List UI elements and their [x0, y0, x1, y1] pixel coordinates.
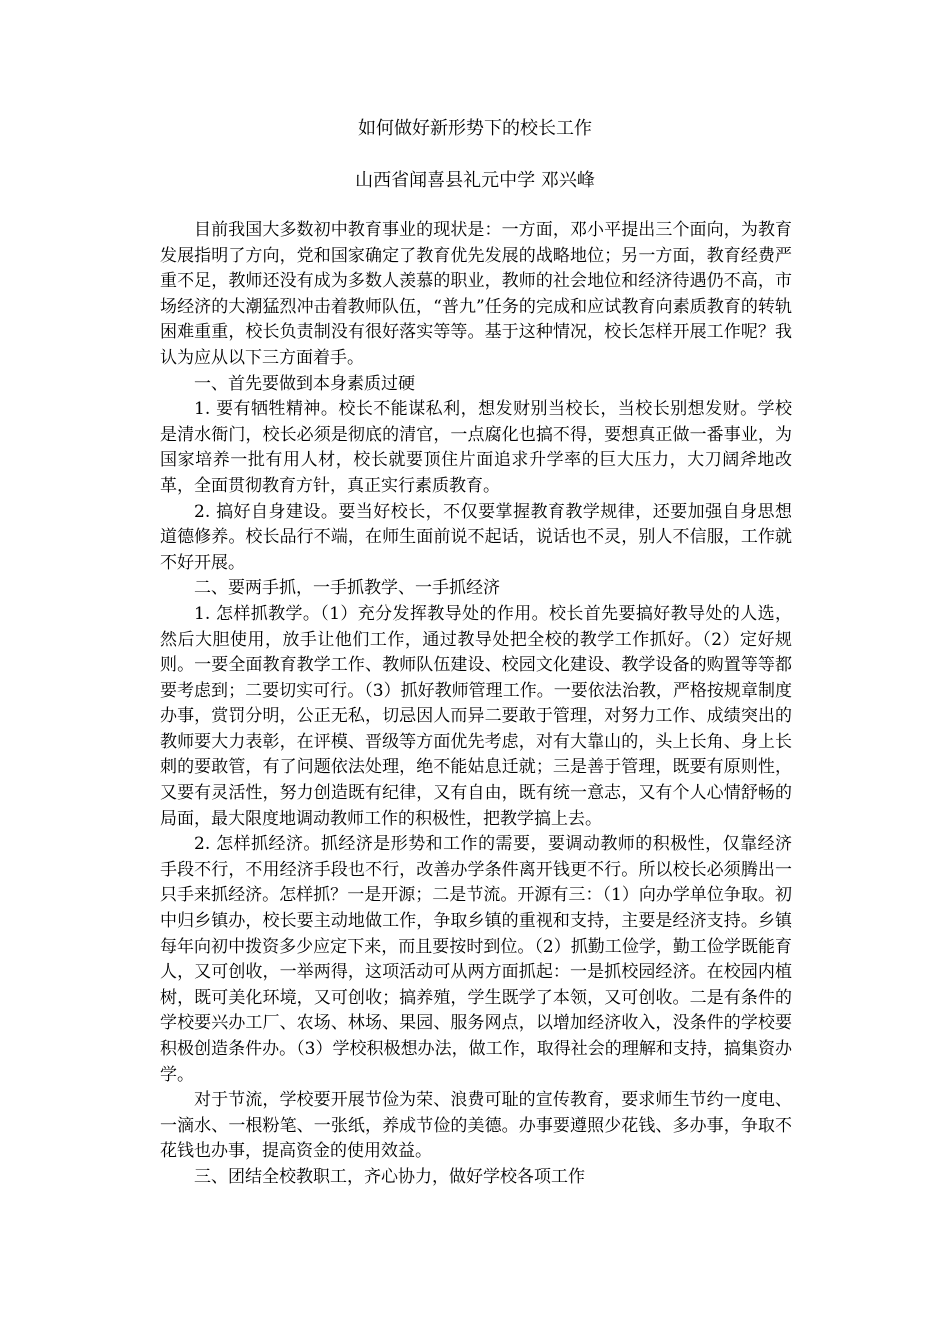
- paragraph-intro: 目前我国大多数初中教育事业的现状是：一方面，邓小平提出三个面向，为教育发展指明了方向，党和国家确定了教育优先发展的战略地位；另一方面，教育经费严重不足，教师还没有成为多数人羡慕的职业，教师的社会地位和经济待遇仍不高，市场经济的大潮猛烈冲击着教师队伍，“普九”任务的完成和应试教育向素质教育的转轨困难重重，校长负责制没有很好落实等等。基于这种情况，校长怎样开展工作呢？我认为应从以下三方面着手。: [160, 220, 792, 368]
- author-line: 山西省闻喜县礼元中学 邓兴峰: [355, 170, 595, 191]
- paragraph-2-2: 2. 怎样抓经济。抓经济是形势和工作的需要，要调动教师的积极性，仅靠经济手段不行，不用经济手段也不行，改善办学条件离开钱更不行。所以校长必须腾出一只手来抓经济。怎样抓？一是开源；二是节流。开源有三：（1）向办学单位争取。初中归乡镇办，校长要主动地做工作，争取乡镇的重视和支持，主要是经济支持。乡镇每年向初中拨资多少应定下来，而且要按时到位。（2）抓勤工俭学，勤工俭学既能育人，又可创收，一举两得，这项活动可从两方面抓起：一是抓校园经济。在校园内植树，既可美化环境，又可创收；搞养殖，学生既学了本领，又可创收。二是有条件的学校要兴办工厂、农场、林场、果园、服务网点，以增加经济收入，没条件的学校要积极创造条件办。（3）学校积极想办法，做工作，取得社会的理解和支持，搞集资办学。: [160, 834, 792, 1085]
- section-heading-3: 三、团结全校教职工，齐心协力，做好学校各项工作: [194, 1166, 585, 1187]
- paragraph-1-2: 2. 搞好自身建设。要当好校长，不仅要掌握教育教学规律，还要加强自身思想道德修养。校长品行不端，在师生面前说不起话，说话也不灵，别人不信服，工作就不好开展。: [160, 501, 792, 573]
- document-title: 如何做好新形势下的校长工作: [358, 118, 592, 139]
- section-heading-1: 一、首先要做到本身素质过硬: [194, 373, 415, 394]
- document-body: [160, 218, 792, 1191]
- paragraph-2-1: 1. 怎样抓教学。（1）充分发挥教导处的作用。校长首先要搞好教导处的人选，然后大胆使用，放手让他们工作，通过教导处把全校的教学工作抓好。（2）定好规则。一要全面教育教学工作、教师队伍建设、校园文化建设、教学设备的购置等等都要考虑到；二要切实可行。（3）抓好教师管理工作。一要依法治教，严格按规章制度办事，赏罚分明，公正无私，切忌因人而异二要敢于管理，对努力工作、成绩突出的教师要大力表彰，在评模、晋级等方面优先考虑，对有大靠山的，头上长角、身上长刺的要敢管，有了问题依法处理，绝不能姑息迁就；三是善于管理，既要有原则性，又要有灵活性，努力创造既有纪律，又有自由，既有统一意志，又有个人心情舒畅的局面，最大限度地调动教师工作的积极性，把教学搞上去。: [160, 603, 792, 829]
- paragraph-2-3: 对于节流，学校要开展节俭为荣、浪费可耻的宣传教育，要求师生节约一度电、一滴水、一根粉笔、一张纸，养成节俭的美德。办事要遵照少花钱、多办事，争取不花钱也办事，提高资金的使用效益。: [160, 1090, 792, 1162]
- section-heading-2: 二、要两手抓，一手抓教学、一手抓经济: [194, 578, 500, 599]
- paragraph-1-1: 1. 要有牺牲精神。校长不能谋私利，想发财别当校长，当校长别想发财。学校是清水衙门，校长必须是彻底的清官，一点腐化也搞不得，要想真正做一番事业，为国家培养一批有用人材，校长就要顶住片面追求升学率的巨大压力，大刀阔斧地改革，全面贯彻教育方针，真正实行素质教育。: [160, 399, 792, 496]
